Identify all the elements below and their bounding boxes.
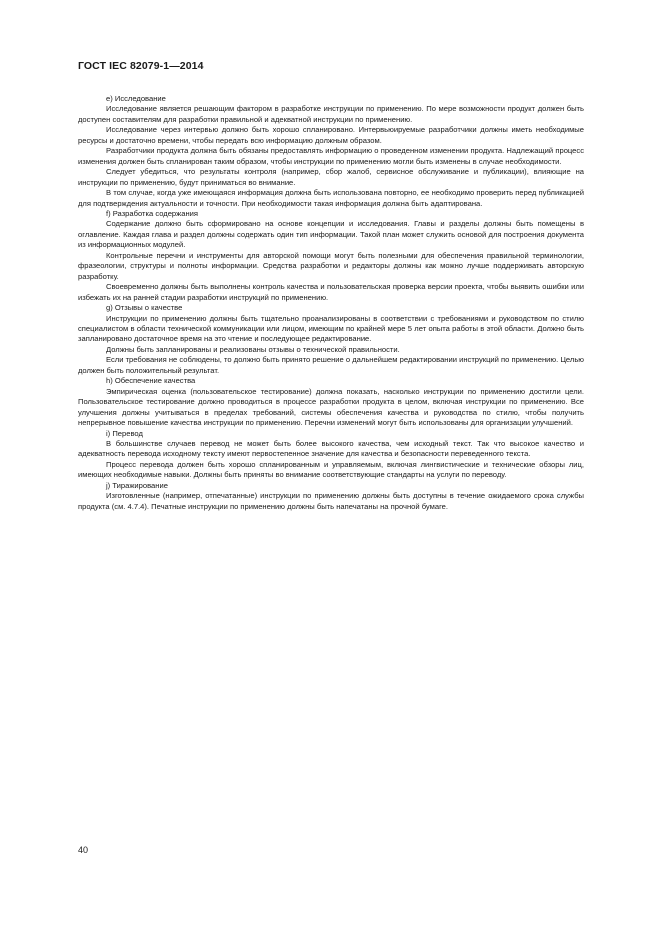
- section-heading: е) Исследование: [106, 94, 166, 103]
- paragraph: Изготовленные (например, отпечатанные) инструкции по применению должны быть доступны в течение ожидаемого срока службы продукта (см. 4.7.4). Печатные инструкции по применению должны быть напечатаны на прочной бумаге.: [78, 491, 584, 511]
- paragraph: Если требования не соблюдены, то должно быть принято решение о дальнейшем редактировании инструкций по применению. Целью должен быть положительный результат.: [78, 355, 584, 375]
- paragraph: Должны быть запланированы и реализованы отзывы о технической правильности.: [106, 344, 400, 354]
- section-heading: j) Тиражирование: [106, 480, 168, 490]
- document-header: ГОСТ IEC 82079-1—2014: [78, 60, 204, 72]
- section-heading: g) Отзывы о качестве: [106, 303, 183, 313]
- paragraph: Исследование через интервью должно быть хорошо спланировано. Интервьюируемые разработчики должны иметь необходимые ресурсы и достаточно времени, чтобы передать всю информацию должным образом.: [78, 125, 584, 145]
- paragraph: Исследование является решающим фактором в разработке инструкции по применению. По мере возможности продукт должен быть доступен составителям для разработки правильной и адекватной инструкции по применению.: [78, 104, 584, 124]
- paragraph: В большинстве случаев перевод не может быть более высокого качества, чем исходный текст. Так что высокое качество и адекватность перевода исходному тексту имеют первостепенное значение для качества и безопасности переведенного текста.: [78, 438, 584, 459]
- paragraph: Эмпирическая оценка (пользовательское тестирование) должна показать, насколько инструкции по применению достигли цели. Пользовательское тестирование должно проводиться в процессе разработки продукта в целом, включая инструкции по применению. Все улучшения должны учитываться в пределах требований, системы обеспечения качества и руководства по стилю, чтобы получить непрерывное повышение качества инструкции по применению. Перечни изменений могут быть использованы для организации улучшений.: [78, 386, 584, 428]
- paragraph: Разработчики продукта должна быть обязаны предоставлять информацию о проведенном изменении продукта. Надлежащий процесс изменения должен быть спланирован таким образом, чтобы инструкции по применению могли быть изменены в случае необходимости.: [78, 146, 584, 166]
- section-heading: i) Перевод: [106, 428, 143, 438]
- section-heading: f) Разработка содержания: [106, 208, 198, 218]
- body-text: [78, 94, 584, 512]
- paragraph: В том случае, когда уже имеющаяся информация должна быть использована повторно, ее необходимо проверить перед публикацией для подтверждения актуальности и точности. При необходимости такая информация должна быть адаптирована.: [78, 188, 584, 208]
- paragraph: Содержание должно быть сформировано на основе концепции и исследования. Главы и разделы должны быть помещены в оглавление. Каждая глава и раздел должны содержать один тип информации. Такой план может служить основой для построения документа из информационных модулей.: [78, 219, 584, 250]
- page-number: 40: [78, 845, 89, 855]
- paragraph: Контрольные перечни и инструменты для авторской помощи могут быть полезными для обеспечения правильной терминологии, фразеологии, структуры и полноты информации. Средства разработки и редакторы должны как можно лучше поддерживать авторскую разработку.: [78, 250, 584, 281]
- paragraph: Процесс перевода должен быть хорошо спланированным и управляемым, включая лингвистические и технические обзоры лиц, имеющих необходимые навыки. Должны быть приняты во внимание соответствующие стандарты на услуги по переводу.: [78, 459, 584, 480]
- paragraph: Следует убедиться, что результаты контроля (например, сбор жалоб, сервисное обслуживание и публикации), влияющие на инструкции по применению, будут приниматься во внимание.: [78, 167, 584, 187]
- paragraph: Инструкции по применению должны быть тщательно проанализированы в соответствии с требованиями и руководством по стилю специалистом в области технической коммуникации или лицом, имеющим по крайней мере 5 лет опыта работы в этой области. Должно быть запланировано достаточное время на это чтение и последующее редактирование.: [78, 313, 584, 344]
- section-heading: h) Обеспечение качества: [106, 376, 196, 386]
- paragraph: Своевременно должны быть выполнены контроль качества и пользовательская проверка версии проекта, чтобы выявить ошибки или избежать их на ранней стадии разработки инструкций по применению.: [78, 282, 584, 302]
